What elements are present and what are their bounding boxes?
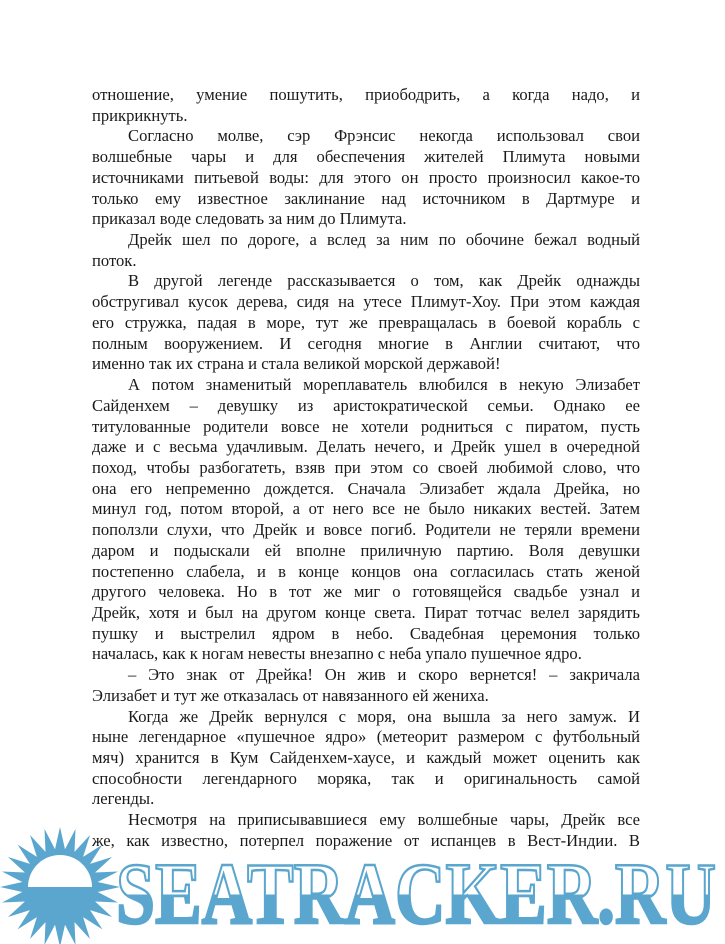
paragraph bbox=[92, 707, 640, 811]
watermark-logo bbox=[0, 825, 725, 944]
text-line: пушку и выстрелил ядром в небо. Свадебная церемония только bbox=[92, 623, 640, 643]
text-line: приказал воде следовать за ним до Плимута. bbox=[92, 209, 407, 229]
text-line: она его непременно дождется. Сначала Элизабет ждала Дрейка, но bbox=[92, 478, 640, 498]
paragraph bbox=[92, 230, 640, 271]
text-line: поход, чтобы разбогатеть, взяв при этом со своей любимой слово, что bbox=[92, 457, 640, 477]
text-line: постепенно слабела, и в конце концов она согласилась стать женой bbox=[92, 561, 640, 581]
paragraph bbox=[92, 271, 640, 375]
text-line: – Это знак от Дрейка! Он жив и скоро вернется! – закричала bbox=[128, 665, 640, 685]
text-line: Согласно молве, сэр Фрэнсис некогда использовал свои bbox=[128, 126, 640, 146]
text-line: полным вооружением. И сегодня многие в Англии считают, что bbox=[92, 333, 640, 353]
text-line: мяч) хранится в Кум Сайденхем-хаусе, и каждый может оценить как bbox=[92, 748, 640, 767]
text-line: волшебные чары и для обеспечения жителей Плимута новыми bbox=[92, 147, 640, 167]
text-line: Дрейк, хотя и был на другом конце света. Пират тотчас велел зарядить bbox=[92, 602, 640, 622]
text-line: легенды. bbox=[92, 789, 155, 809]
text-line: А потом знаменитый мореплаватель влюбился в некую Элизабет bbox=[128, 375, 640, 395]
text-line: Когда же Дрейк вернулся с моря, она вышла за него замуж. И bbox=[128, 706, 640, 726]
watermark-text: SEATRACKER.RU bbox=[116, 846, 716, 943]
text-line: даром и подыскали ей вполне приличную партию. Воля девушки bbox=[92, 540, 640, 560]
text-line: Дрейк шел по дороге, а вслед за ним по обочине бежал водный bbox=[128, 230, 640, 250]
text-line: Несмотря на приписывавшиеся ему волшебные чары, Дрейк все bbox=[128, 810, 640, 830]
paragraph bbox=[92, 85, 640, 126]
text-line: началась, как к ногам невесты внезапно с неба упало пушечное ядро. bbox=[92, 644, 582, 664]
paragraph bbox=[92, 375, 640, 665]
text-line: ныне легендарное «пушечное ядро» (метеорит размером с футбольный bbox=[92, 727, 640, 747]
text-line: же, как известно, потерпел поражение от испанцев в Вест-Индии. В bbox=[92, 830, 640, 850]
text-line: поползли слухи, что Дрейк и вовсе погиб. Родители не теряли времени bbox=[92, 520, 640, 540]
text-line: титулованные родители вовсе не хотели родниться с пиратом, пусть bbox=[92, 416, 640, 436]
text-line: прикрикнуть. bbox=[92, 105, 188, 125]
text-line: другого человека. Но в тот же миг о готовящейся свадьбе узнал и bbox=[92, 582, 640, 602]
text-line: его стружка, падая в море, тут же превращалась в боевой корабль с bbox=[92, 312, 640, 332]
text-line: источниками питьевой воды: для этого он просто произносил какое-то bbox=[92, 167, 640, 187]
text-line: даже и с весьма удачливым. Делать нечего, и Дрейк ушел в очередной bbox=[92, 437, 640, 457]
text-line: способности легендарного моряка, так и оригинальность самой bbox=[92, 768, 640, 788]
text-line: Элизабет и тут же отказалась от навязанного ей жениха. bbox=[92, 685, 489, 705]
text-line: минул год, потом второй, а от него все не было никаких вестей. Затем bbox=[92, 499, 640, 519]
paragraph bbox=[92, 665, 640, 706]
document-body bbox=[92, 85, 640, 852]
paragraph bbox=[92, 126, 640, 230]
text-line: обстругивал кусок дерева, сидя на утесе Плимут-Хоу. При этом каждая bbox=[92, 292, 640, 312]
text-line: именно так их страна и стала великой морской державой! bbox=[92, 354, 501, 374]
text-line: отношение, умение пошутить, приободрить, а когда надо, и bbox=[92, 85, 640, 104]
sun-icon bbox=[0, 827, 120, 944]
text-line: В другой легенде рассказывается о том, как Дрейк однажды bbox=[128, 271, 640, 291]
text-line: Сайденхем – девушку из аристократической семьи. Однако ее bbox=[92, 395, 640, 415]
text-line: поток. bbox=[92, 250, 137, 270]
text-line: только ему известное заклинание над источником в Дартмуре и bbox=[92, 188, 640, 208]
